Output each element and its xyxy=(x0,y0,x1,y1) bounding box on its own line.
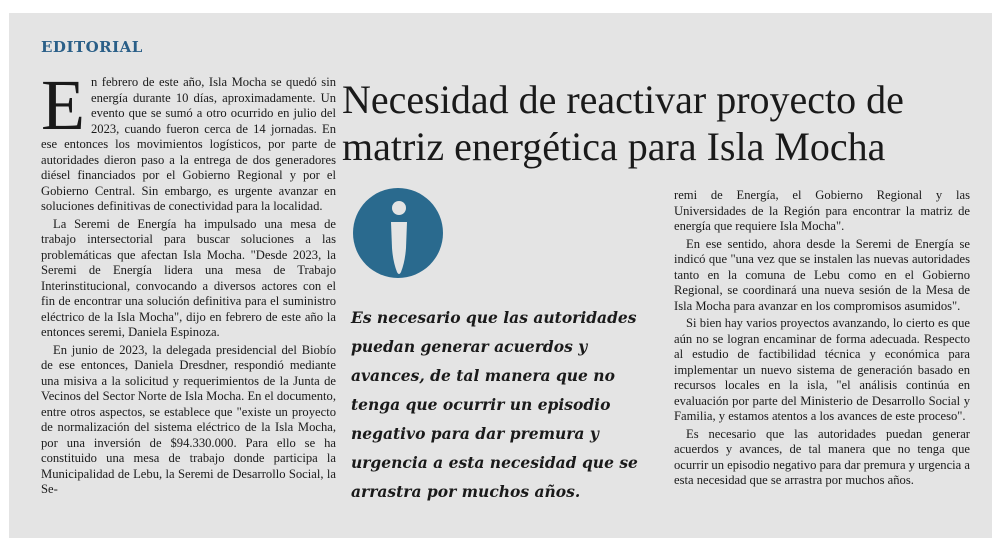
paragraph-2: La Seremi de Energía ha impulsado una mesa de trabajo intersectorial para buscar soluciones a las problemáticas que afectan Isla Mocha. "Desde 2023, la Seremi de Energía lidera una mesa de Trabajo Interinstitucional, convocando a diversos actores con el fin de encontrar una solución definitiva para el suministro eléctrico de la Isla Mocha", dijo en febrero de este año la entonces seremi, Daniela Espinoza. xyxy=(41,216,336,339)
paragraph-3: En junio de 2023, la delegada presidencial del Biobío de ese entonces, Daniela Dresdner, respondió mediante una misiva a la solicitud y requerimientos de la Junta de Vecinos del Sector Norte de Isla Mocha. En el documento, entre otros aspectos, se establece que "existe un proyecto de normalización del sistema eléctrico de la Isla Mocha, por una inversión de $94.330.000. Para ello se ha constituido una mesa de trabajo donde participa la Municipalidad de Lebu, la Seremi de Desarrollo Social, la Se- xyxy=(41,342,336,496)
section-label: EDITORIAL xyxy=(41,38,143,56)
column-3 xyxy=(674,188,970,491)
paragraph-1-text: n febrero de este año, Isla Mocha se quedó sin energía durante 10 días, aproximadamente. Un evento que se sumó a otro ocurrido en julio del 2023, cuando fueron cerca de 14 jornadas. En ese entonces los movimientos logísticos, por parte de autoridades dieron paso a la entrega de dos generadores diésel financiados por el Gobierno Regional y por el Gobierno Central. Sin embargo, es urgente avanzar en soluciones definitivas de conectividad para la localidad. xyxy=(41,75,336,213)
paragraph-continued: remi de Energía, el Gobierno Regional y las Universidades de la Región para encontrar la matriz de energía que requiere Isla Mocha". xyxy=(674,188,970,233)
headline: Necesidad de reactivar proyecto de matriz energética para Isla Mocha xyxy=(342,77,904,169)
pull-quote: Es necesario que las autoridades puedan generar acuerdos y avances, de tal manera que no tenga que ocurrir un episodio negativo para dar premura y urgencia a esta necesidad que se arrastra por muchos años. xyxy=(351,308,638,501)
paragraph-1 xyxy=(41,65,336,215)
column-1 xyxy=(41,65,336,500)
drop-cap: E xyxy=(41,65,85,145)
paragraph-4: En ese sentido, ahora desde la Seremi de Energía se indicó que "una vez que se instalen las nuevas autoridades tanto en la comuna de Lebu como en el Gobierno Regional, se coordinará una nueva sesión de la Mesa de Isla Mocha para avanzar en los compromisos asumidos". xyxy=(674,236,970,313)
editorial-page xyxy=(9,13,992,538)
info-icon xyxy=(353,186,443,280)
paragraph-6: Es necesario que las autoridades puedan generar acuerdos y avances, de tal manera que no tenga que ocurrir un episodio negativo para dar premura y urgencia a esta necesidad que se arrastra por muchos años. xyxy=(674,426,970,487)
paragraph-5: Si bien hay varios proyectos avanzando, lo cierto es que aún no se logran encaminar de forma adecuada. Respecto al estudio de factibilidad técnica y económica para implementar un nuevo sistema de generación basado en recursos locales en la isla, "el análisis continúa en evaluación por parte del Ministerio de Desarrollo Social y Familia, y estamos atentos a los avances de este proceso". xyxy=(674,316,970,423)
